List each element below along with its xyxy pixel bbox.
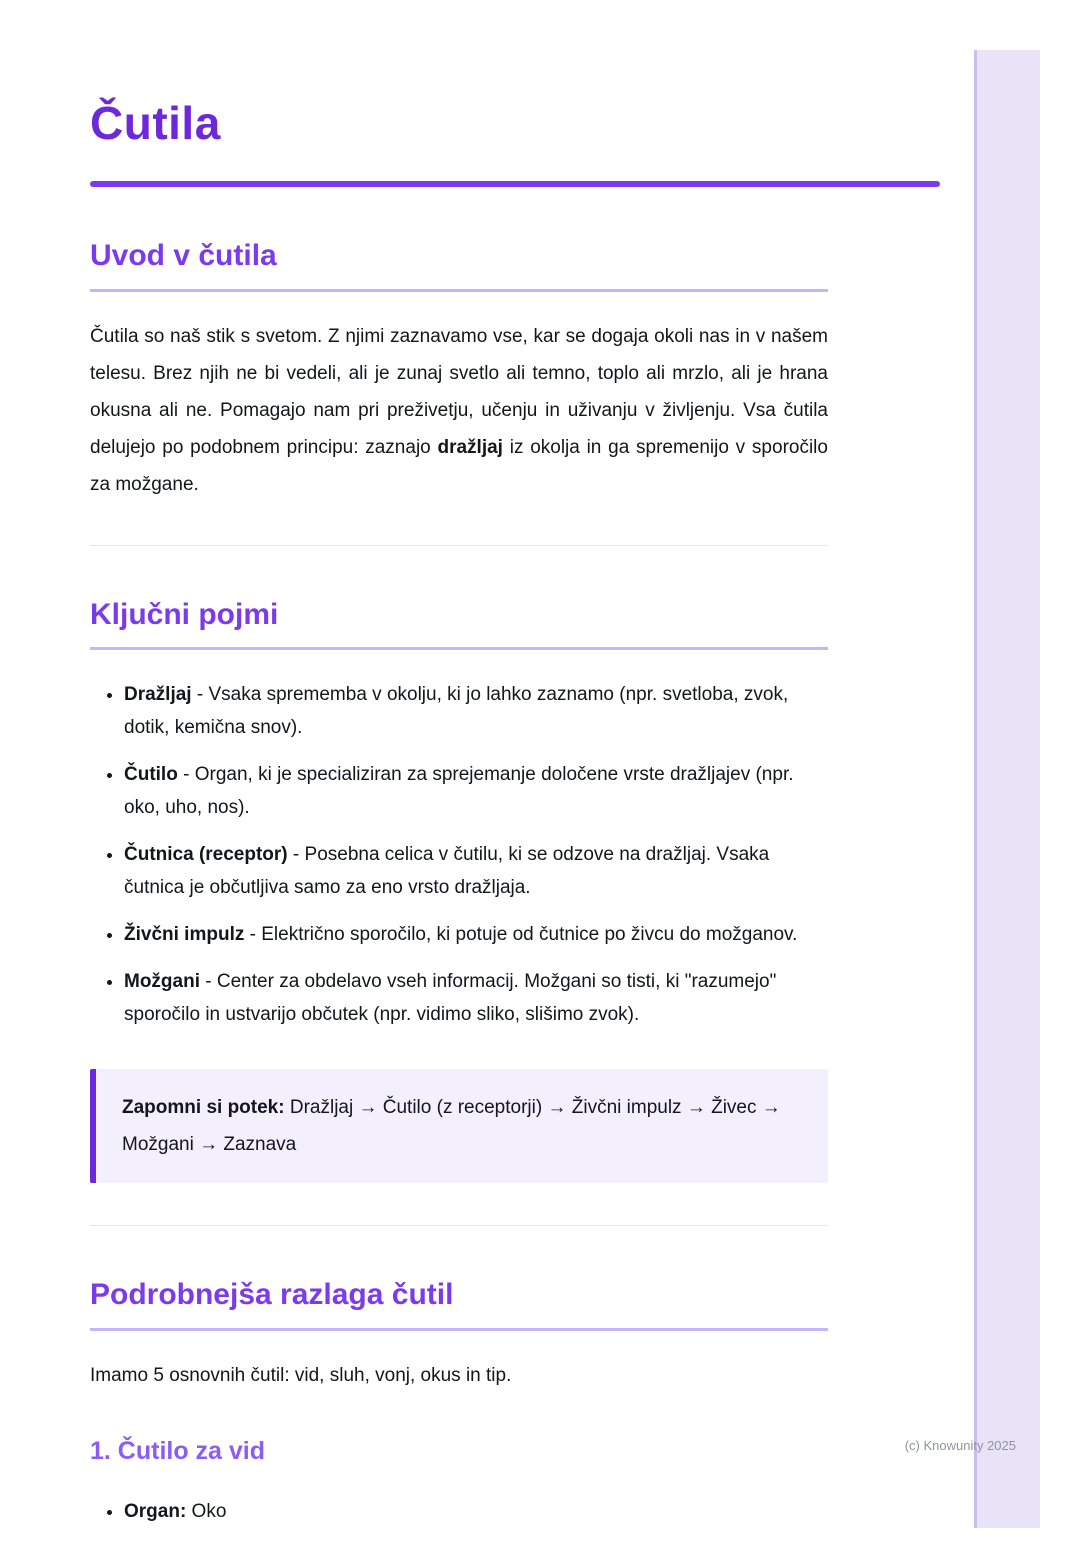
concept-desc: - Posebna celica v čutilu, ki se odzove na dražljaj. Vsaka čutnica je občutljiva samo za eno vrsto dražljaja.: [124, 844, 770, 899]
list-item: [124, 838, 828, 904]
list-item: [124, 758, 828, 824]
concept-desc: - Električno sporočilo, ki potuje od čutnice po živcu do možganov.: [244, 924, 798, 946]
concept-term: Organ:: [124, 1500, 187, 1522]
document-content: [90, 0, 828, 1542]
section-heading-details: Podrobnejša razlaga čutil: [90, 1276, 828, 1331]
intro-paragraph: [90, 318, 828, 503]
copyright-notice: (c) Knowunity 2025: [904, 1438, 1016, 1453]
intro-text-end: iz okolja in ga spremenijo v sporočilo za možgane.: [90, 436, 828, 495]
callout-label: Zapomni si potek:: [122, 1097, 285, 1119]
intro-bold-term: dražljaj: [437, 436, 503, 458]
concept-term: Dražljaj: [124, 684, 192, 706]
intro-text: Čutila so naš stik s svetom. Z njimi zaznavamo vse, kar se dogaja okoli nas in v našem telesu. Brez njih ne bi vedeli, ali je zunaj svetlo ali temno, toplo ali mrzlo, ali je hrana okusna ali ne. Pomagajo nam pri preživetju, učenju in uživanju v življenju. Vsa čutila delujejo po podobnem principu: zaznajo: [90, 325, 828, 458]
section-heading-intro: Uvod v čutila: [90, 237, 828, 292]
section-key-concepts: [90, 596, 828, 1184]
callout-note: [90, 1069, 828, 1183]
concept-desc: - Organ, ki je specializiran za sprejemanje določene vrste dražljajev (npr. oko, uho, nos).: [124, 764, 794, 819]
section-divider: [90, 1225, 828, 1226]
page-edge-strip: [974, 50, 1040, 1528]
concept-term: Čutilo: [124, 764, 178, 786]
callout-body: Dražljaj → Čutilo (z receptorji) → Živčni impulz → Živec → Možgani → Zaznava: [122, 1097, 781, 1156]
list-item: [124, 678, 828, 744]
concept-desc: - Vsaka sprememba v okolju, ki jo lahko zaznamo (npr. svetloba, zvok, dotik, kemična snov).: [124, 684, 789, 739]
concept-term: Možgani: [124, 971, 200, 993]
concept-term: Živčni impulz: [124, 924, 245, 946]
list-item: [124, 1495, 828, 1528]
list-item: [124, 965, 828, 1031]
vision-list: [90, 1495, 828, 1528]
list-item: [124, 918, 828, 951]
concept-term: Čutnica (receptor): [124, 844, 288, 866]
key-concepts-list: [90, 678, 828, 1031]
section-intro: [90, 237, 828, 503]
section-divider: [90, 545, 828, 546]
title-divider: [90, 181, 940, 187]
section-heading-key-concepts: Ključni pojmi: [90, 596, 828, 651]
callout-text: [122, 1089, 802, 1163]
details-intro: Imamo 5 osnovnih čutil: vid, sluh, vonj, okus in tip.: [90, 1364, 512, 1386]
page-title: Čutila: [90, 97, 221, 149]
concept-desc: - Center za obdelavo vseh informacij. Možgani so tisti, ki "razumejo" sporočilo in ustvarijo občutek (npr. vidimo sliko, slišimo zvok).: [124, 971, 777, 1026]
concept-desc: Oko: [186, 1500, 227, 1522]
subsection-heading-vision: 1. Čutilo za vid: [90, 1436, 266, 1465]
section-details: [90, 1276, 828, 1528]
